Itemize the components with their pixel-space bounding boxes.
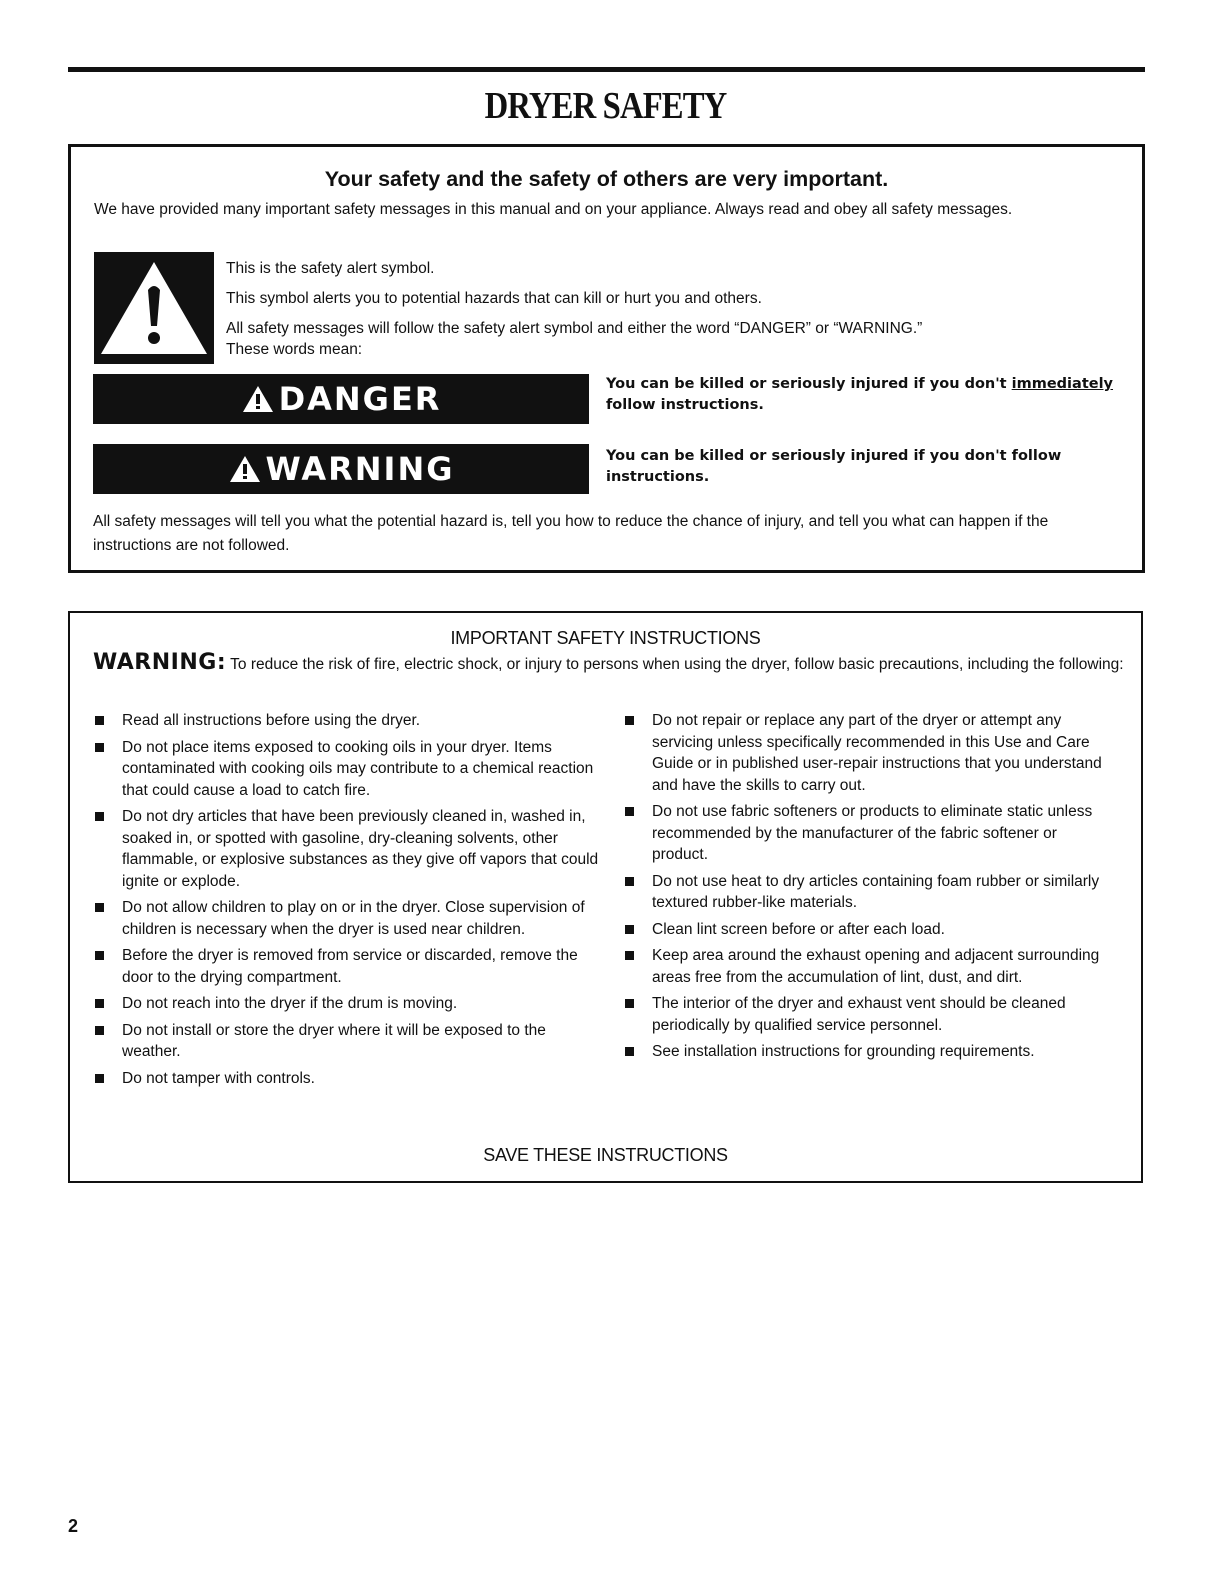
- list-item: Read all instructions before using the dryer.: [92, 710, 602, 732]
- bullet-icon: [95, 716, 104, 725]
- list-item: Do not tamper with controls.: [92, 1068, 602, 1090]
- important-instructions-box: [68, 611, 1143, 1183]
- list-item: See installation instructions for grounding requirements.: [622, 1041, 1102, 1063]
- warning-description: You can be killed or seriously injured if you don't follow instructions.: [606, 448, 1062, 485]
- bullet-icon: [625, 1047, 634, 1056]
- save-instructions-footer: SAVE THESE INSTRUCTIONS: [483, 1145, 728, 1165]
- symbol-line: This symbol alerts you to potential hazards that can kill or hurt you and others.: [226, 290, 762, 307]
- instructions-heading: IMPORTANT SAFETY INSTRUCTIONS: [450, 628, 761, 648]
- list-item: Keep area around the exhaust opening and adjacent surrounding areas free from the accumulation of lint, dust, and dirt.: [622, 945, 1102, 988]
- bullet-icon: [625, 951, 634, 960]
- safety-footer: All safety messages will tell you what the potential hazard is, tell you how to reduce the chance of injury, and tell you what can happen if the instructions are not followed.: [93, 513, 1049, 554]
- bullet-icon: [95, 999, 104, 1008]
- list-item: Before the dryer is removed from service or discarded, remove the door to the drying compartment.: [92, 945, 602, 988]
- bullet-icon: [625, 877, 634, 886]
- symbol-line: These words mean:: [226, 341, 363, 358]
- list-item: Do not use fabric softeners or products to eliminate static unless recommended by the manufacturer of the fabric softener or product.: [622, 801, 1102, 866]
- warning-precautions: [93, 651, 1133, 677]
- danger-description: [606, 374, 1136, 416]
- safety-message-box: [68, 144, 1145, 573]
- list-item: Do not dry articles that have been previously cleaned in, washed in, soaked in, or spotted with gasoline, dry-cleaning solvents, other flammable, or explosive substances as they give off vapors that could ignite or explode.: [92, 806, 602, 892]
- danger-emphasis: immediately: [1011, 376, 1114, 392]
- instruction-list-left: [92, 710, 602, 1094]
- bullet-icon: [625, 807, 634, 816]
- bullet-icon: [95, 903, 104, 912]
- bullet-icon: [95, 951, 104, 960]
- warning-label: WARNING: [265, 450, 455, 488]
- list-item: Do not reach into the dryer if the drum is moving.: [92, 993, 602, 1015]
- warning-precautions-text: To reduce the risk of fire, electric shock, or injury to persons when using the dryer, follow basic precautions, including the following:: [226, 656, 1124, 673]
- top-rule: [68, 67, 1145, 72]
- danger-text-end: follow instructions.: [606, 397, 764, 413]
- alert-triangle-icon: [228, 454, 262, 484]
- bullet-icon: [95, 812, 104, 821]
- warning-signal-bar: [93, 444, 589, 494]
- bullet-icon: [625, 716, 634, 725]
- bullet-icon: [625, 925, 634, 934]
- list-item: Do not repair or replace any part of the dryer or attempt any servicing unless specifically recommended in this Use and Care Guide or in published user-repair instructions that you understand and have the skills to carry out.: [622, 710, 1102, 796]
- page-title: DRYER SAFETY: [484, 85, 727, 127]
- list-item: Do not install or store the dryer where it will be exposed to the weather.: [92, 1020, 602, 1063]
- alert-triangle-icon: [241, 384, 275, 414]
- bullet-icon: [95, 1074, 104, 1083]
- instruction-list-right: [622, 710, 1102, 1068]
- danger-signal-bar: [93, 374, 589, 424]
- symbol-line: All safety messages will follow the safety alert symbol and either the word “DANGER” or “WARNING.”: [226, 320, 923, 337]
- safety-heading: Your safety and the safety of others are very important.: [324, 167, 889, 191]
- danger-text: You can be killed or seriously injured if you don't: [606, 376, 1012, 392]
- safety-intro: We have provided many important safety messages in this manual and on your appliance. Always read and obey all safety messages.: [94, 201, 1013, 218]
- list-item: Clean lint screen before or after each load.: [622, 919, 1102, 941]
- bullet-icon: [95, 743, 104, 752]
- list-item: Do not place items exposed to cooking oils in your dryer. Items contaminated with cooking oils may contribute to a chemical reaction that could cause a load to catch fire.: [92, 737, 602, 802]
- list-item: Do not allow children to play on or in the dryer. Close supervision of children is necessary when the dryer is used near children.: [92, 897, 602, 940]
- symbol-line: This is the safety alert symbol.: [226, 260, 435, 277]
- page-number: 2: [68, 1516, 79, 1536]
- danger-label: DANGER: [278, 380, 442, 418]
- bullet-icon: [625, 999, 634, 1008]
- list-item: Do not use heat to dry articles containing foam rubber or similarly textured rubber-like materials.: [622, 871, 1102, 914]
- warning-inline-label: WARNING:: [93, 650, 227, 675]
- safety-alert-icon: [94, 252, 214, 364]
- list-item: The interior of the dryer and exhaust vent should be cleaned periodically by qualified service personnel.: [622, 993, 1102, 1036]
- bullet-icon: [95, 1026, 104, 1035]
- symbol-explanation: [226, 259, 1126, 370]
